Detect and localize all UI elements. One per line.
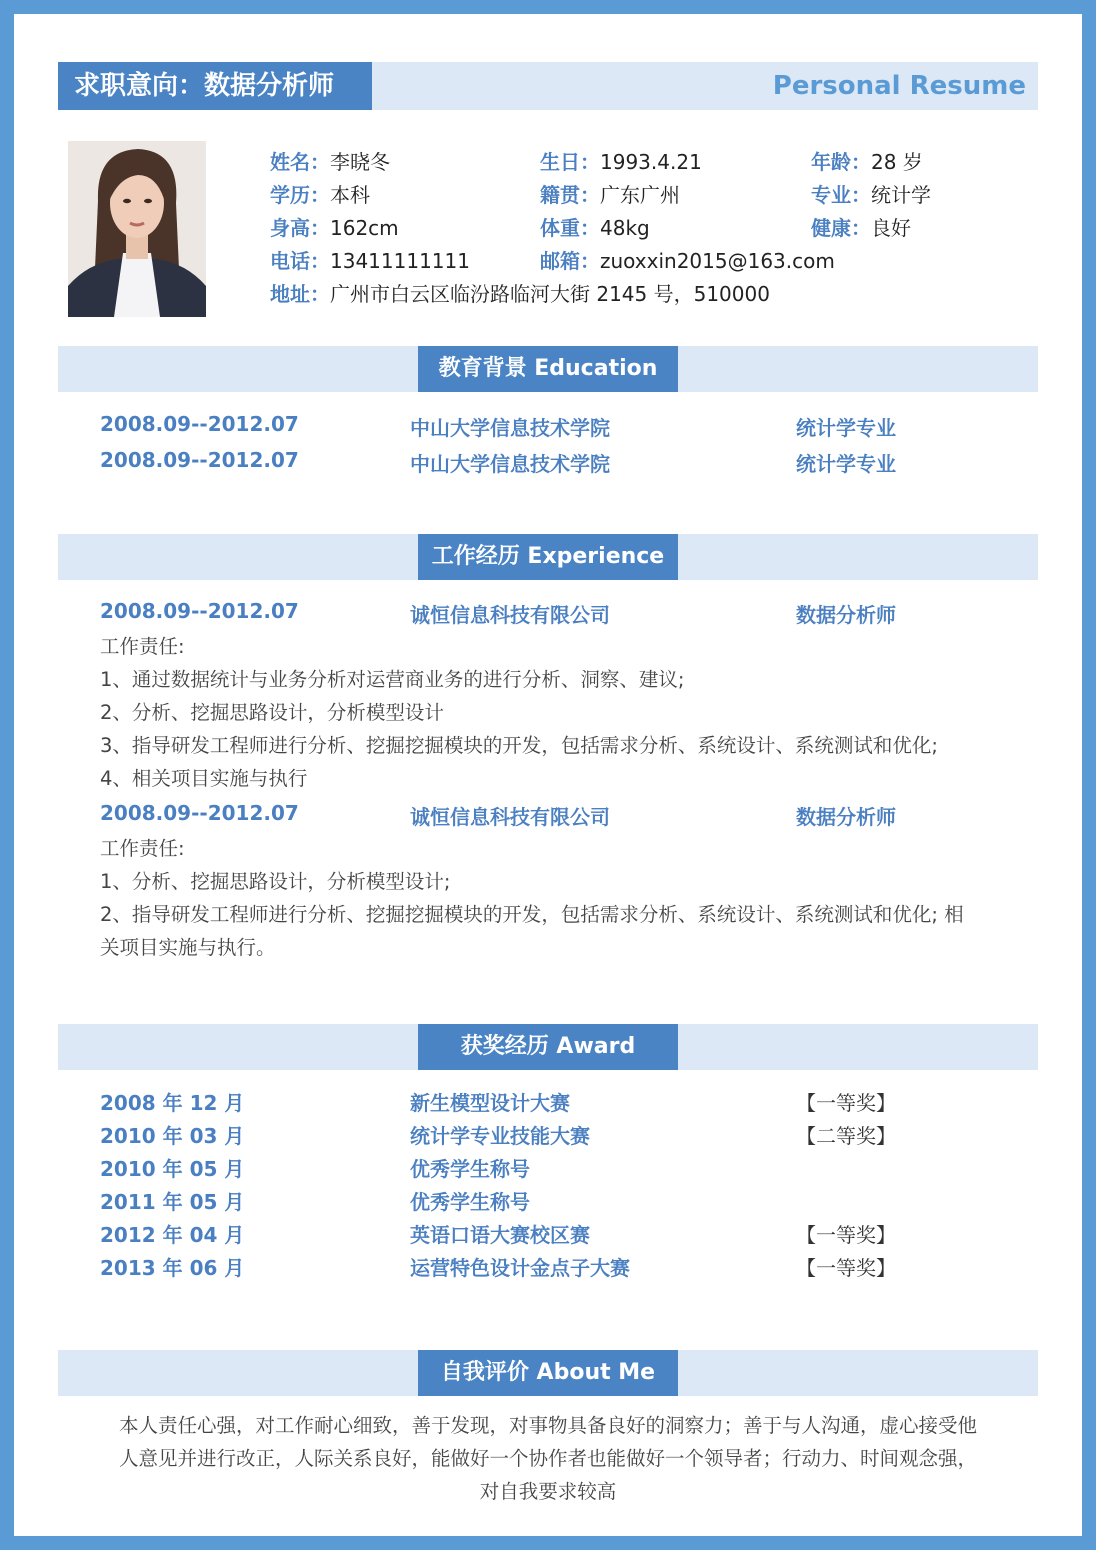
info-item-weight: 体重：48kg	[540, 216, 650, 240]
education-date: 2008.09--2012.07	[100, 448, 299, 472]
award-date: 2012 年 04 月	[100, 1223, 245, 1247]
info-item-height: 身高：162cm	[270, 216, 399, 240]
info-item-address: 地址：广州市白云区临汾路临河大街 2145 号，510000	[270, 282, 770, 306]
experience-date: 2008.09--2012.07	[100, 599, 299, 623]
education-major: 统计学专业	[796, 452, 896, 476]
experience-description: 工作责任: 1、通过数据统计与业务分析对运营商业务的进行分析、洞察、建议; 2、分析、挖掘思路设计，分析模型设计 3、指导研发工程师进行分析、挖掘挖掘模块的开发，包括需求分析、系统设计、系统测试和优化; 4、相关项目实施与执行	[100, 635, 938, 790]
award-name: 优秀学生称号	[410, 1190, 530, 1214]
info-item-age: 年龄：28 岁	[811, 150, 923, 174]
award-level: 【一等奖】	[796, 1091, 896, 1115]
award-date: 2010 年 03 月	[100, 1124, 245, 1148]
award-date: 2008 年 12 月	[100, 1091, 245, 1115]
resume-page	[14, 14, 1082, 1536]
info-item-phone: 电话：13411111111	[270, 249, 470, 273]
experience-company: 诚恒信息科技有限公司	[410, 805, 610, 829]
award-date: 2011 年 05 月	[100, 1190, 245, 1214]
info-col-3	[811, 146, 931, 245]
award-name: 优秀学生称号	[410, 1157, 530, 1181]
experience-position: 数据分析师	[796, 603, 896, 627]
experience-heading: 工作经历 Experience	[418, 534, 678, 580]
info-item-major: 专业：统计学	[811, 183, 931, 207]
education-school: 中山大学信息技术学院	[410, 416, 610, 440]
experience-date: 2008.09--2012.07	[100, 801, 299, 825]
education-school: 中山大学信息技术学院	[410, 452, 610, 476]
award-date: 2013 年 06 月	[100, 1256, 245, 1280]
personal-resume-label: Personal Resume	[772, 71, 1026, 101]
info-item-birthday: 生日：1993.4.21	[540, 150, 702, 174]
experience-position: 数据分析师	[796, 805, 896, 829]
info-col-2	[540, 146, 835, 278]
info-item-education: 学历：本科	[270, 183, 370, 207]
experience-company: 诚恒信息科技有限公司	[410, 603, 610, 627]
about-text: 本人责任心强，对工作耐心细致，善于发现，对事物具备良好的洞察力；善于与人沟通，虚心接受他 人意见并进行改正，人际关系良好，能做好一个协作者也能做好一个领导者；行动力、时间观念强， 对自我要求较高	[118, 1414, 977, 1503]
award-name: 运营特色设计金点子大赛	[410, 1256, 630, 1280]
info-item-health: 健康：良好	[811, 216, 911, 240]
info-item-email: 邮箱：zuoxxin2015@163.com	[540, 249, 835, 273]
profile-photo	[68, 141, 206, 317]
award-name: 英语口语大赛校区赛	[410, 1223, 590, 1247]
award-name: 新生模型设计大赛	[410, 1091, 570, 1115]
education-heading: 教育背景 Education	[418, 346, 678, 392]
experience-description: 工作责任: 1、分析、挖掘思路设计，分析模型设计; 2、指导研发工程师进行分析、挖掘挖掘模块的开发，包括需求分析、系统设计、系统测试和优化; 相 关项目实施与执行。	[100, 837, 964, 959]
award-level: 【二等奖】	[796, 1124, 896, 1148]
award-level: 【一等奖】	[796, 1256, 896, 1280]
award-level: 【一等奖】	[796, 1223, 896, 1247]
info-item-hometown: 籍贯：广东广州	[540, 183, 680, 207]
info-item-name: 姓名：李晓冬	[270, 150, 390, 174]
job-intention-title: 求职意向：数据分析师	[58, 62, 372, 110]
award-heading: 获奖经历 Award	[418, 1024, 678, 1070]
education-date: 2008.09--2012.07	[100, 412, 299, 436]
award-date: 2010 年 05 月	[100, 1157, 245, 1181]
award-name: 统计学专业技能大赛	[410, 1124, 590, 1148]
about-heading: 自我评价 About Me	[418, 1350, 678, 1396]
education-major: 统计学专业	[796, 416, 896, 440]
